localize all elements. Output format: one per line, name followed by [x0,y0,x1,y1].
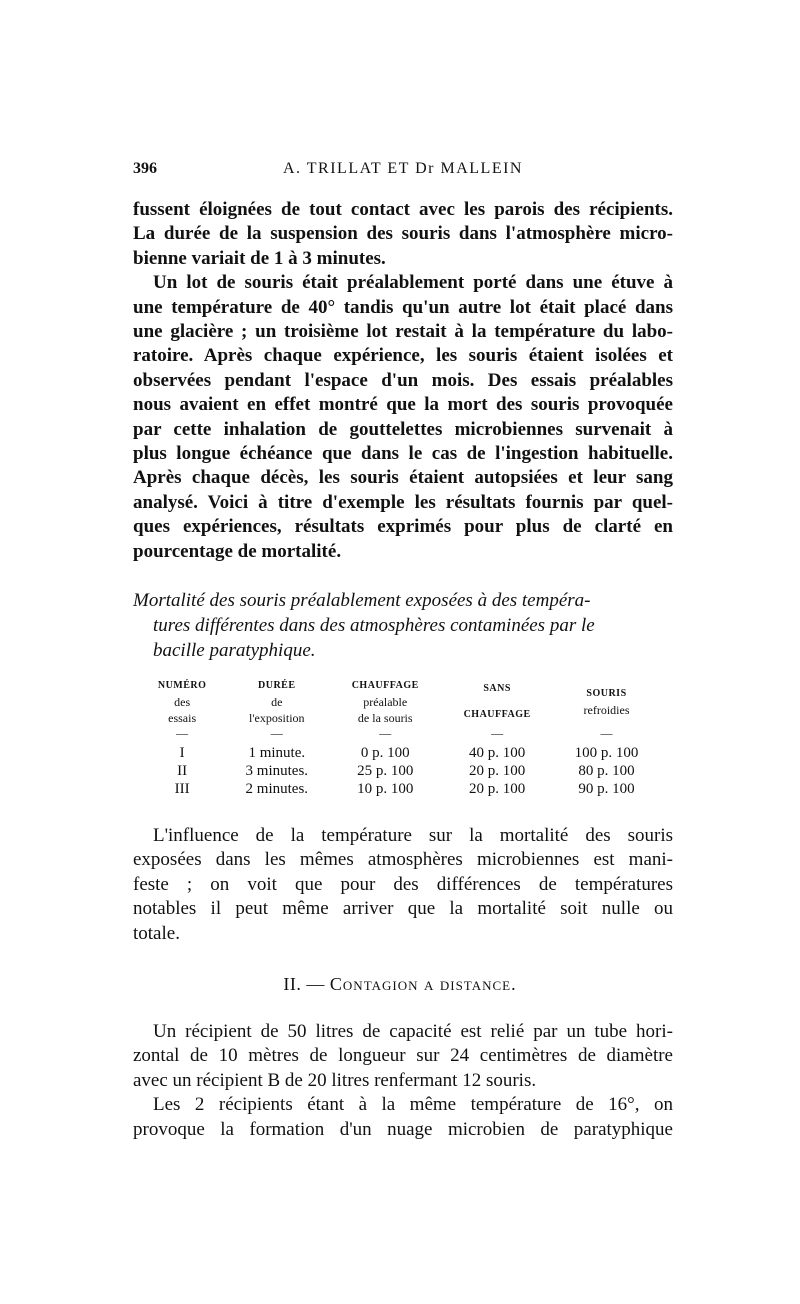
table-row [140,762,660,780]
dash: — [176,726,189,740]
table-header-row [140,678,660,726]
table-row [140,780,660,798]
text-line: une glacière ; un troisième lot restait à la température du labo- [133,321,673,343]
table-cell: II [177,763,188,779]
column-header [553,678,660,726]
header-line: préalable [363,695,408,709]
table-cell: 100 p. 100 [574,745,639,761]
section-heading [0,974,800,995]
caption-line: Mortalité des souris préalablement exposées à des tempéra- [133,590,591,611]
text-line: par cette inhalation de gouttelettes microbiennes survenait à [133,418,673,440]
text-line: pourcentage de mortalité. [133,540,342,562]
text-line: nous avaient en effet montré que la mort des souris provoquée [133,394,673,416]
table-caption [133,588,673,663]
text-line: feste ; on voit que pour des différences de températures [133,873,673,895]
paragraph-2 [133,824,673,946]
text-line: fussent éloignées de tout contact avec les parois des récipients. [133,199,673,220]
text-line: provoque la formation d'un nuage microbien de paratyphique [133,1118,673,1140]
header-line: SANS [483,683,511,694]
table-cell: 1 minute. [248,745,306,761]
text-line: ratoire. Après chaque expérience, les souris étaient isolées et [133,345,673,367]
column-header [441,678,553,726]
section-numeral: II. — [283,974,325,994]
table-cell: 10 p. 100 [357,781,414,797]
text-line: Un récipient de 50 litres de capacité est relié par un tube hori- [153,1021,673,1042]
header-line: de la souris [357,711,413,725]
header-line: refroidies [583,703,630,717]
paragraph-3 [133,1020,673,1142]
table-cell: 90 p. 100 [578,781,635,797]
text-line: zontal de 10 mètres de longueur sur 24 centimètres de diamètre [133,1045,673,1067]
text-line: notables il peut même arriver que la mortalité soit nulle ou [133,898,673,920]
caption-line: bacille paratyphique. [153,640,316,661]
text-line: totale. [133,922,180,944]
column-header [140,678,224,726]
table-cell: 20 p. 100 [468,781,526,797]
table-cell: 2 minutes. [245,781,309,797]
column-header [224,678,329,726]
text-line: L'influence de la température sur la mortalité des souris [153,825,673,846]
header-line: SOURIS [586,688,627,699]
text-line: ques expériences, résultats exprimés pour plus de clarté en [133,516,673,538]
caption-line: tures différentes dans des atmosphères contaminées par le [153,615,595,636]
header-line: CHAUFFAGE [351,680,419,691]
text-line: bienne variait de 1 à 3 minutes. [133,247,386,269]
header-line: de [271,695,283,709]
header-line: NUMÉRO [157,680,207,691]
text-line: observées pendant l'espace d'un mois. Des essais préalables [133,369,673,391]
dash-row [140,726,660,744]
text-line: exposées dans les mêmes atmosphères microbiennes est mani- [133,849,673,871]
table-cell: 80 p. 100 [578,763,635,779]
running-head: A. TRILLAT ET Dr MALLEIN [283,160,523,177]
table-cell: III [174,781,190,797]
dash: — [600,726,613,740]
text-line: plus longue échéance que dans le cas de l'ingestion habituelle. [133,443,673,465]
page-number: 396 [133,160,157,177]
dash: — [491,726,504,740]
text-line: Un lot de souris était préalablement porté dans une étuve à [153,272,673,294]
text-line: La durée de la suspension des souris dans l'atmosphère micro- [133,223,673,245]
mortality-table [140,678,660,798]
text-line: Les 2 récipients étant à la même température de 16°, on [153,1094,673,1116]
table-cell: 40 p. 100 [468,745,526,761]
table-cell: 25 p. 100 [357,763,414,779]
header-line: essais [168,711,197,725]
dash: — [379,726,392,740]
paragraph-1 [133,198,673,564]
text-line: avec un récipient B de 20 litres renfermant 12 souris. [133,1069,537,1091]
text-line: analysé. Voici à titre d'exemple les résultats fournis par quel- [133,491,673,513]
table-cell: I [179,745,185,761]
table-cell: 3 minutes. [245,763,309,779]
header-line: l'exposition [249,711,305,725]
dash: — [270,726,283,740]
page-header [133,160,673,184]
column-header [329,678,441,726]
text-line: une température de 40° tandis qu'un autre lot était placé dans [133,296,673,318]
header-line: DURÉE [258,680,296,691]
header-line: CHAUFFAGE [463,709,531,720]
table-cell: 20 p. 100 [468,763,526,779]
table-row [140,744,660,762]
table-cell: 0 p. 100 [360,745,410,761]
header-line: des [174,695,191,709]
text-line: Après chaque décès, les souris étaient autopsiées et leur sang [133,467,673,489]
section-title: Contagion a distance. [329,974,517,994]
